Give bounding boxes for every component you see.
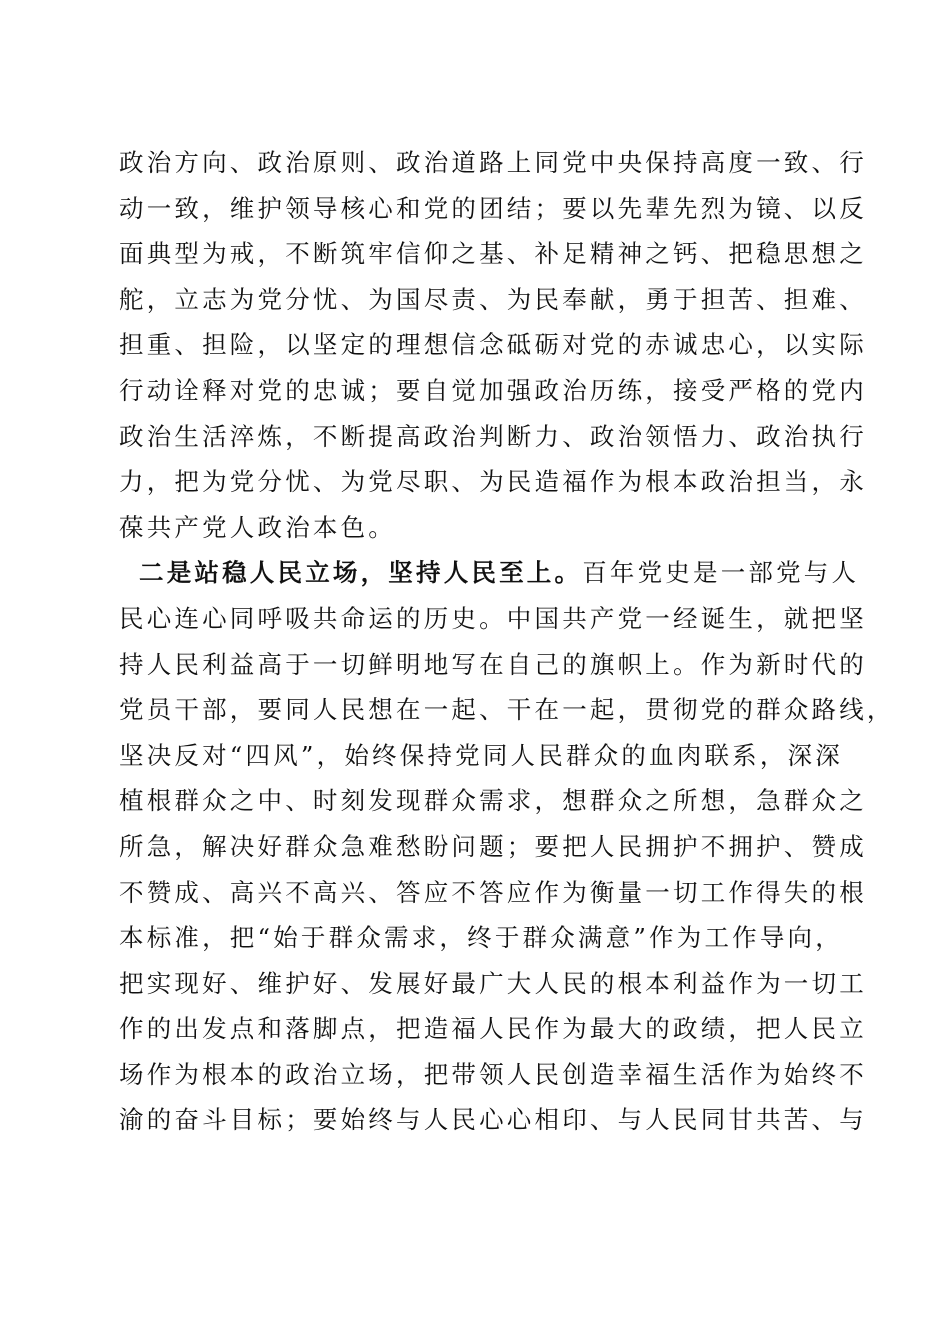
text-line: 植根群众之中、时刻发现群众需求，想群众之所想，急群众之 <box>119 786 867 816</box>
paragraph-two-first-line <box>119 550 860 596</box>
text-line: 渝的奋斗目标；要始终与人民心心相印、与人民同甘共苦、与 <box>119 1105 867 1135</box>
text-line: 把实现好、维护好、发展好最广大人民的根本利益作为一切工 <box>119 968 867 998</box>
body-text <box>119 140 895 1143</box>
paragraph-text: 百年党史是一部党与人 <box>582 558 860 588</box>
text-line: 行动诠释对党的忠诚；要自觉加强政治历练，接受严格的党内 <box>119 375 867 405</box>
text-line: 动一致，维护领导核心和党的团结；要以先辈先烈为镜、以反 <box>119 193 867 223</box>
text-line: 政治方向、政治原则、政治道路上同党中央保持高度一致、行 <box>119 148 867 177</box>
paragraph-heading: 二是站稳人民立场，坚持人民至上。 <box>139 558 583 588</box>
text-line: 坚决反对“四风”，始终保持党同人民群众的血肉联系，深深 <box>119 740 843 770</box>
text-line: 场作为根本的政治立场，把带领人民创造幸福生活作为始终不 <box>119 1059 867 1089</box>
text-line: 党员干部，要同人民想在一起、干在一起，贯彻党的群众路线， <box>119 695 895 725</box>
text-line: 葆共产党人政治本色。 <box>119 512 396 542</box>
text-line: 舵，立志为党分忧、为国尽责、为民奉献，勇于担苦、担难、 <box>119 284 867 314</box>
text-line: 不赞成、高兴不高兴、答应不答应作为衡量一切工作得失的根 <box>119 877 867 907</box>
text-line: 本标准，把“始于群众需求，终于群众满意”作为工作导向， <box>119 923 843 953</box>
text-line: 担重、担险，以坚定的理想信念砥砺对党的赤诚忠心，以实际 <box>119 330 867 360</box>
text-line: 政治生活淬炼，不断提高政治判断力、政治领悟力、政治执行 <box>119 421 867 451</box>
text-line: 所急，解决好群众急难愁盼问题；要把人民拥护不拥护、赞成 <box>119 831 867 861</box>
text-line: 力，把为党分忧、为党尽职、为民造福作为根本政治担当，永 <box>119 467 867 497</box>
text-line: 作的出发点和落脚点，把造福人民作为最大的政绩，把人民立 <box>119 1014 867 1044</box>
text-line: 持人民利益高于一切鲜明地写在自己的旗帜上。作为新时代的 <box>119 649 867 679</box>
text-line: 面典型为戒，不断筑牢信仰之基、补足精神之钙、把稳思想之 <box>119 239 867 269</box>
text-line: 民心连心同呼吸共命运的历史。中国共产党一经诞生，就把坚 <box>119 603 867 633</box>
